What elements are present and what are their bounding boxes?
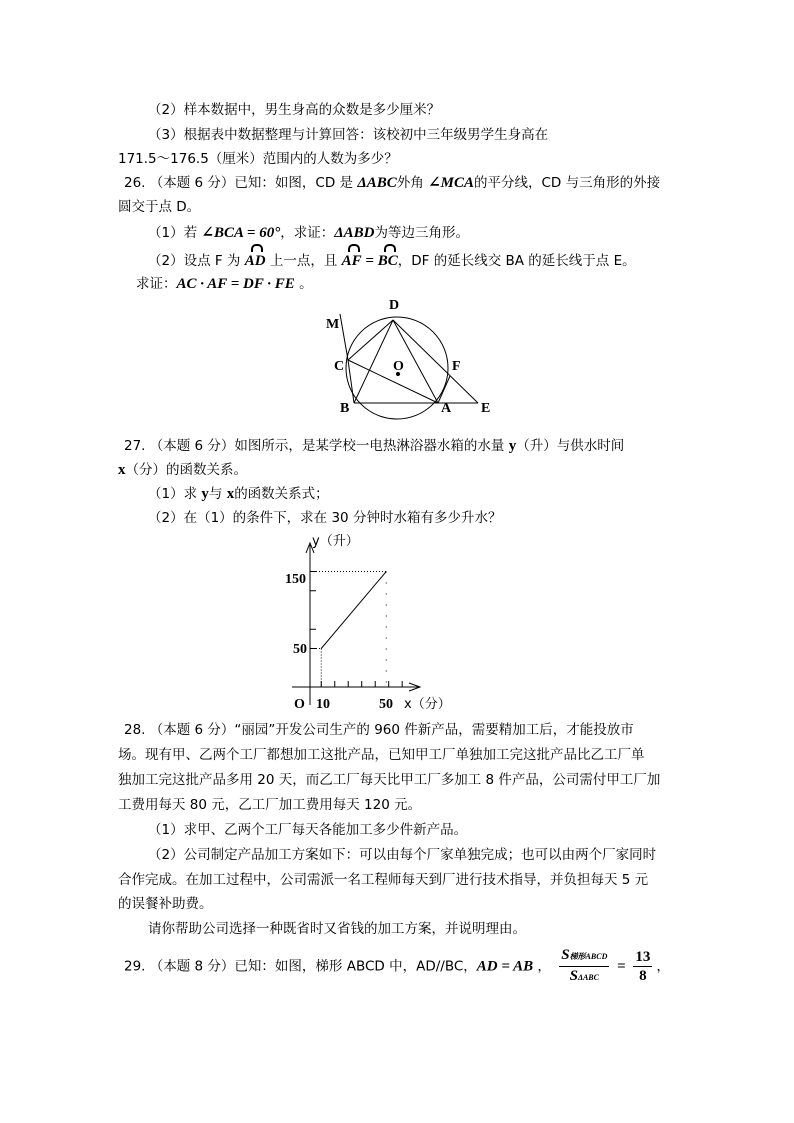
math-x: x	[118, 462, 126, 478]
q28-part2-line3: 的误餐补助费。	[118, 896, 213, 912]
label-c: C	[334, 359, 345, 374]
q26-text: 求证：	[136, 276, 177, 292]
q26-text: 。	[294, 276, 313, 292]
label-o: O	[393, 359, 404, 374]
q29-text: ，	[656, 958, 670, 975]
series-line	[321, 572, 386, 649]
x-tick-label: 10	[316, 697, 330, 712]
math-ad-eq-ab: AD = AB	[476, 958, 534, 975]
q28-part2-line1: （2）公司制定产品加工方案如下：可以由每个厂家单独完成；也可以由两个厂家同时	[148, 847, 657, 863]
math-arc-bc: BC	[377, 253, 398, 269]
math-angle-bca: ∠BCA = 60°	[201, 225, 281, 241]
fraction-numerator: 13	[635, 949, 651, 965]
q28-line4: 工费用每天 80 元，乙工厂加工费用每天 120 元。	[118, 797, 422, 813]
q28-part2-line2: 合作完成。在加工过程中，公司需派一名工程师每天到厂进行技术指导，并负担每天 5 元	[118, 872, 649, 888]
ratio-value-fraction	[633, 948, 652, 985]
math-equals: =	[361, 253, 378, 269]
q26-text: 26. （本题 6 分）已知：如图，CD 是	[124, 175, 358, 191]
y-tick-label: 50	[293, 642, 307, 657]
q28-line1: 28. （本题 6 分）“丽园”开发公司生产的 960 件新产品，需要精加工后，才能投放市	[124, 722, 634, 738]
fraction-denominator: 8	[639, 968, 647, 984]
label-m: M	[326, 317, 340, 332]
q29-text: 29. （本题 8 分）已知：如图，梯形 ABCD 中，AD//BC，	[124, 958, 477, 975]
area-ratio-fraction	[559, 946, 609, 987]
q29-text: ，	[533, 958, 551, 975]
subscript: ΔABC	[577, 973, 599, 982]
math-triangle-abd: ΔABD	[334, 225, 375, 241]
q27-text: 的函数关系式；	[234, 486, 329, 502]
q28-part1: （1）求甲、乙两个工厂每天各能加工多少件新产品。	[148, 822, 468, 838]
q28-part3: 请你帮助公司选择一种既省时又省钱的加工方案，并说明理由。	[148, 921, 526, 937]
q26-text: 为等边三角形。	[374, 225, 469, 241]
x-tick-label: 50	[379, 697, 393, 712]
q26-text: 外角	[396, 175, 429, 191]
subscript: 梯形ABCD	[569, 952, 608, 961]
symbol-s: S	[569, 968, 578, 984]
label-f: F	[452, 359, 461, 374]
q29-stem	[124, 946, 670, 986]
math-arc-ad: AD	[244, 253, 266, 269]
label-e: E	[481, 401, 491, 416]
q27-part2: （2）在（1）的条件下，求在 30 分钟时水箱有多少升水？	[148, 510, 502, 526]
q27-text: （1）求	[148, 486, 202, 502]
fraction-numerator	[559, 946, 609, 967]
x-axis-label: x（分）	[404, 697, 451, 712]
y-tick-label: 150	[285, 572, 306, 587]
math-equals: =	[613, 958, 630, 975]
math-angle-mca: ∠MCA	[428, 175, 474, 191]
q26-stem-line2: 圆交于点 D。	[118, 199, 201, 215]
q26-text: ，求证：	[280, 225, 335, 241]
math-triangle-abc: ΔABC	[357, 175, 397, 191]
q25-part3-line1: （3）根据表中数据整理与计算回答：该校初中三年级男学生身高在	[148, 127, 549, 143]
q27-text: （分）的函数关系。	[125, 462, 247, 478]
q25-part2: （2）样本数据中，男生身高的众数是多少厘米？	[148, 102, 441, 118]
q26-text: 上一点，且	[265, 253, 342, 269]
q26-text: ，DF 的延长线交 BA 的延长线于点 E。	[397, 253, 636, 269]
math-y: y	[201, 486, 209, 502]
q28-line2: 场。现有甲、乙两个工厂都想加工这批产品，已知甲工厂单独加工完这批产品比乙工厂单	[118, 747, 645, 763]
origin-label: O	[294, 697, 305, 712]
fraction-denominator	[570, 967, 599, 987]
q27-text: 与	[208, 486, 227, 502]
math-y: y	[508, 438, 517, 454]
q26-text: （2）设点 F 为	[148, 253, 245, 269]
label-a: A	[441, 401, 452, 416]
math-arc-af: AF	[341, 253, 362, 269]
q27-text: （升）与供水时间	[516, 438, 625, 454]
math-x: x	[226, 486, 235, 502]
y-axis-label-var: y（升）	[312, 534, 359, 549]
q26-text: 的平分线，CD 与三角形的外接	[473, 175, 661, 191]
symbol-s: S	[561, 947, 570, 963]
label-d: D	[389, 298, 400, 313]
q26-text: （1）若	[148, 225, 202, 241]
q27-text: 27. （本题 6 分）如图所示，是某学校一电热淋浴器水箱的水量	[124, 438, 509, 454]
label-b: B	[340, 401, 350, 416]
math-equation: AC · AF = DF · FE	[176, 276, 295, 292]
q25-part3-line2: 171.5～176.5（厘米）范围内的人数为多少？	[118, 151, 398, 167]
q28-line3: 独加工完这批产品多用 20 天，而乙工厂每天比甲工厂多加工 8 件产品，公司需付甲工厂加	[118, 772, 661, 788]
